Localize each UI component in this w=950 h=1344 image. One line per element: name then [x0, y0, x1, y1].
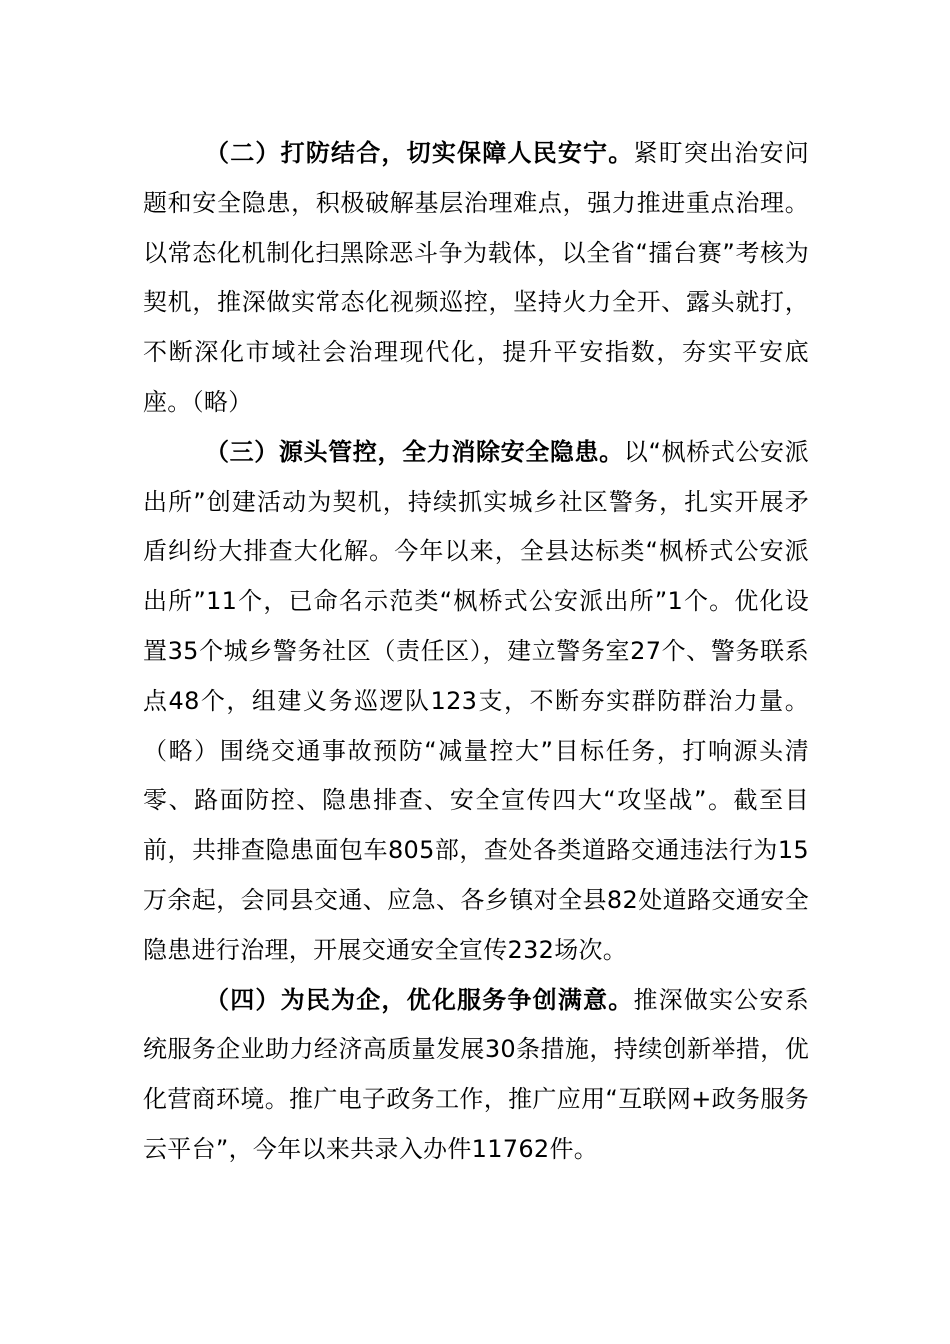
section-text-4: 推深做实公安系统服务企业助力经济高质量发展30条措施，持续创新举措，优化营商环境。推广电子政务工作，推广应用“互联网+政务服务云平台”，今年以来共录入办件11762件。 — [143, 985, 809, 1163]
section-text-2: 紧盯突出治安问题和安全隐患，积极破解基层治理难点，强力推进重点治理。以常态化机制化扫黑除恶斗争为载体，以全省“擂台赛”考核为契机，推深做实常态化视频巡控，坚持火力全开、露头就打，不断深化市域社会治理现代化，提升平安指数，夯实平安底座。（略） — [143, 139, 809, 416]
document-body — [143, 129, 809, 1175]
paragraph-section-3 — [143, 428, 809, 976]
section-heading-3: （三）源头管控，全力消除安全隐患。 — [205, 437, 624, 466]
section-text-3: 以“枫桥式公安派出所”创建活动为契机，持续抓实城乡社区警务，扎实开展矛盾纠纷大排查大化解。今年以来，全县达标类“枫桥式公安派出所”11个，已命名示范类“枫桥式公安派出所”1个。优化设置35个城乡警务社区（责任区），建立警务室27个、警务联系点48个，组建义务巡逻队123支，不断夯实群防群治力量。（略）围绕交通事故预防“减量控大”目标任务，打响源头清零、路面防控、隐患排查、安全宣传四大“攻坚战”。截至目前，共排查隐患面包车805部，查处各类道路交通违法行为15万余起，会同县交通、应急、各乡镇对全县82处道路交通安全隐患进行治理，开展交通安全宣传232场次。 — [143, 437, 809, 964]
paragraph-section-2 — [143, 129, 809, 428]
paragraph-section-4 — [143, 976, 809, 1175]
section-heading-4: （四）为民为企，优化服务争创满意。 — [205, 985, 634, 1014]
section-heading-2: （二）打防结合，切实保障人民安宁。 — [205, 139, 634, 167]
